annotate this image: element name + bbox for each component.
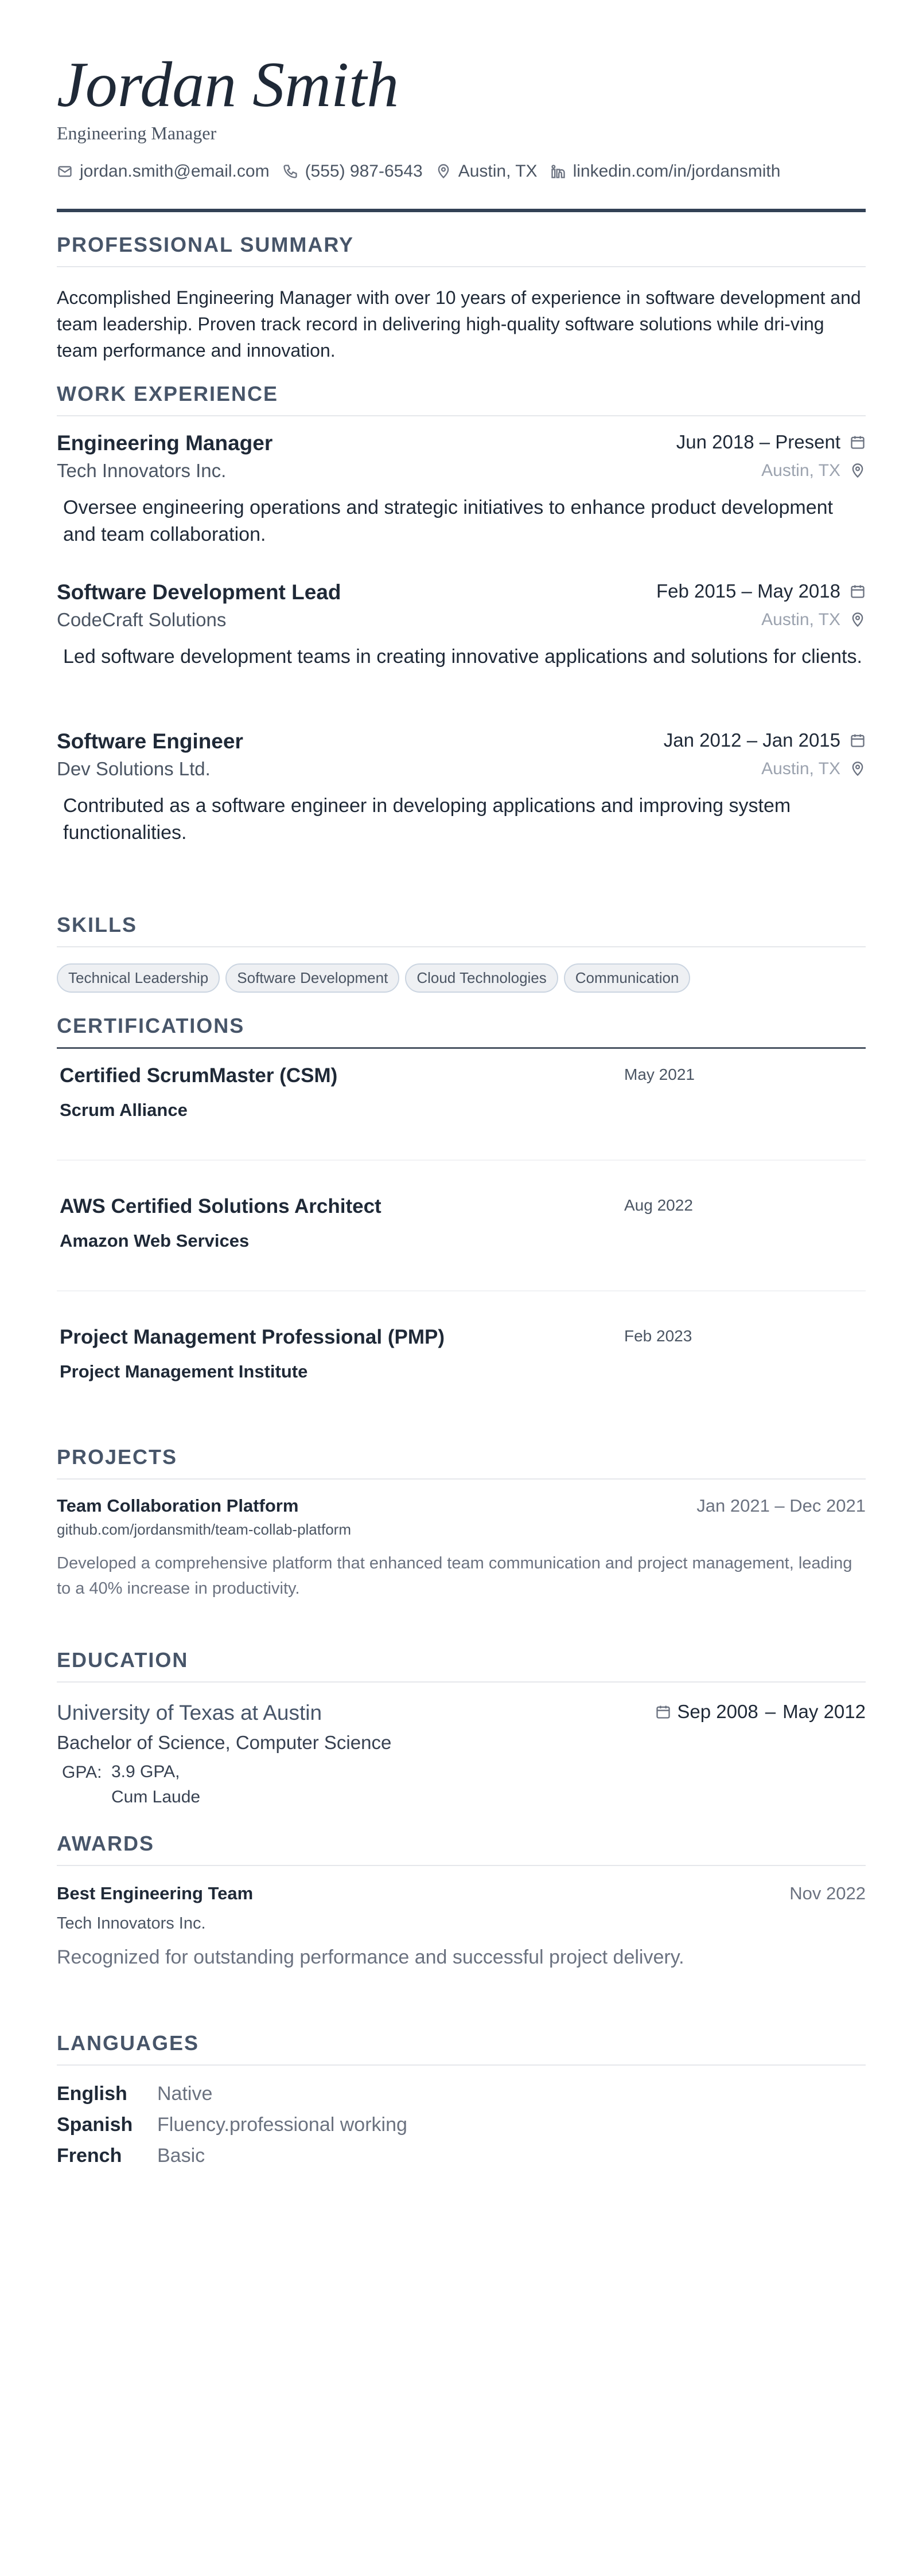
job-location <box>761 461 866 481</box>
location-pin-icon <box>850 761 866 777</box>
award-date: Nov 2022 <box>789 1883 866 1903</box>
cert-name: Project Management Professional (PMP) <box>60 1326 445 1348</box>
experience-divider <box>57 415 866 416</box>
job-location-text: Austin, TX <box>761 759 840 778</box>
cert-issuer: Project Management Institute <box>60 1361 308 1381</box>
education-dates <box>655 1701 866 1723</box>
skills-list <box>57 963 696 993</box>
candidate-headline: Engineering Manager <box>57 123 217 143</box>
education-school: University of Texas at Austin <box>57 1701 322 1724</box>
job-title: Software Development Lead <box>57 580 341 604</box>
job-company: CodeCraft Solutions <box>57 609 227 630</box>
languages-divider <box>57 2064 866 2066</box>
cert-separator <box>57 1160 866 1161</box>
summary-text: Accomplished Engineering Manager with over 10 years of experience in software development and team leadership. Proven track record in delivering high-quality software solutions while dri-ving team performance and innovation. <box>57 287 861 361</box>
certifications-heading: CERTIFICATIONS <box>57 1014 245 1037</box>
skill-tag: Communication <box>564 963 691 993</box>
contact-phone[interactable] <box>282 162 423 181</box>
award-organization: Tech Innovators Inc. <box>57 1914 206 1933</box>
project-name: Team Collaboration Platform <box>57 1496 299 1516</box>
education-date-separator: – <box>765 1701 776 1722</box>
calendar-icon <box>850 732 866 748</box>
cert-name: AWS Certified Solutions Architect <box>60 1195 381 1217</box>
project-description: Developed a comprehensive platform that enhanced team communication and project management, leading to a 40% increase in productivity. <box>57 1554 852 1598</box>
email-text: jordan.smith@email.com <box>80 162 270 181</box>
job-location-text: Austin, TX <box>761 610 840 629</box>
job-dates <box>676 431 866 453</box>
job-title: Software Engineer <box>57 729 243 753</box>
language-name: Spanish <box>57 2114 133 2136</box>
mail-icon <box>57 163 73 179</box>
location-pin-icon <box>850 612 866 628</box>
job-location <box>761 610 866 630</box>
cert-issuer: Scrum Alliance <box>60 1100 188 1120</box>
skills-heading: SKILLS <box>57 913 138 936</box>
cert-date: Aug 2022 <box>624 1196 693 1214</box>
linkedin-icon <box>550 163 566 179</box>
location-text: Austin, TX <box>458 162 538 181</box>
languages-heading: LANGUAGES <box>57 2031 200 2055</box>
award-description: Recognized for outstanding performance and successful project delivery. <box>57 1946 684 1968</box>
calendar-icon <box>850 583 866 599</box>
contact-email[interactable] <box>57 162 270 181</box>
skill-tag: Technical Leadership <box>57 963 220 993</box>
language-level: Basic <box>157 2145 205 2167</box>
project-dates: Jan 2021 – Dec 2021 <box>696 1496 866 1516</box>
language-level: Native <box>157 2083 213 2105</box>
job-date-text: Jan 2012 – Jan 2015 <box>663 729 840 751</box>
job-location <box>761 759 866 779</box>
job-description: Led software development teams in creating innovative applications and solutions for clients. <box>63 646 862 668</box>
education-honors-line: Cum Laude <box>111 1787 201 1806</box>
language-name: English <box>57 2083 127 2105</box>
contact-linkedin[interactable] <box>550 162 781 181</box>
phone-text: (555) 987-6543 <box>305 162 423 181</box>
location-pin-icon <box>435 163 451 179</box>
contact-row <box>57 162 793 181</box>
job-date-text: Jun 2018 – Present <box>676 431 840 452</box>
skills-divider <box>57 946 866 947</box>
education-gpa-value <box>111 1759 200 1810</box>
certifications-divider <box>57 1047 866 1049</box>
job-company: Tech Innovators Inc. <box>57 460 227 481</box>
awards-heading: AWARDS <box>57 1832 155 1855</box>
job-title: Engineering Manager <box>57 431 273 455</box>
job-description: Oversee engineering operations and strategic initiatives to enhance product development and team collaboration. <box>63 497 833 545</box>
awards-divider <box>57 1865 866 1866</box>
cert-date: May 2021 <box>624 1065 695 1083</box>
experience-heading: WORK EXPERIENCE <box>57 382 279 405</box>
linkedin-text: linkedin.com/in/jordansmith <box>573 162 781 181</box>
calendar-icon <box>850 434 866 450</box>
phone-icon <box>282 163 298 179</box>
education-divider <box>57 1681 866 1683</box>
education-end: May 2012 <box>782 1701 866 1722</box>
skill-tag: Cloud Technologies <box>405 963 558 993</box>
language-name: French <box>57 2145 122 2167</box>
candidate-name: Jordan Smith <box>57 49 399 120</box>
header-divider <box>57 209 866 212</box>
job-description: Contributed as a software engineer in developing applications and improving system functionalities. <box>63 795 791 844</box>
projects-divider <box>57 1478 866 1480</box>
cert-date: Feb 2023 <box>624 1327 692 1345</box>
job-company: Dev Solutions Ltd. <box>57 758 211 779</box>
education-degree: Bachelor of Science, Computer Science <box>57 1732 392 1753</box>
education-gpa-line: 3.9 GPA, <box>111 1762 180 1781</box>
location-pin-icon <box>850 463 866 479</box>
cert-issuer: Amazon Web Services <box>60 1231 250 1251</box>
projects-heading: PROJECTS <box>57 1445 178 1469</box>
job-dates <box>656 580 866 602</box>
award-name: Best Engineering Team <box>57 1883 254 1903</box>
cert-name: Certified ScrumMaster (CSM) <box>60 1064 338 1087</box>
calendar-icon <box>655 1704 671 1720</box>
language-level: Fluency.professional working <box>157 2114 407 2136</box>
skill-tag: Software Development <box>225 963 399 993</box>
summary-heading: PROFESSIONAL SUMMARY <box>57 233 355 256</box>
project-link[interactable]: github.com/jordansmith/team-collab-platform <box>57 1521 351 1538</box>
education-gpa-label: GPA: <box>62 1763 102 1782</box>
education-start: Sep 2008 <box>677 1701 758 1722</box>
job-dates <box>664 729 866 751</box>
education-heading: EDUCATION <box>57 1648 189 1672</box>
job-date-text: Feb 2015 – May 2018 <box>656 580 840 602</box>
cert-separator <box>57 1290 866 1291</box>
job-location-text: Austin, TX <box>761 461 840 480</box>
summary-divider <box>57 266 866 267</box>
contact-location <box>435 162 538 181</box>
